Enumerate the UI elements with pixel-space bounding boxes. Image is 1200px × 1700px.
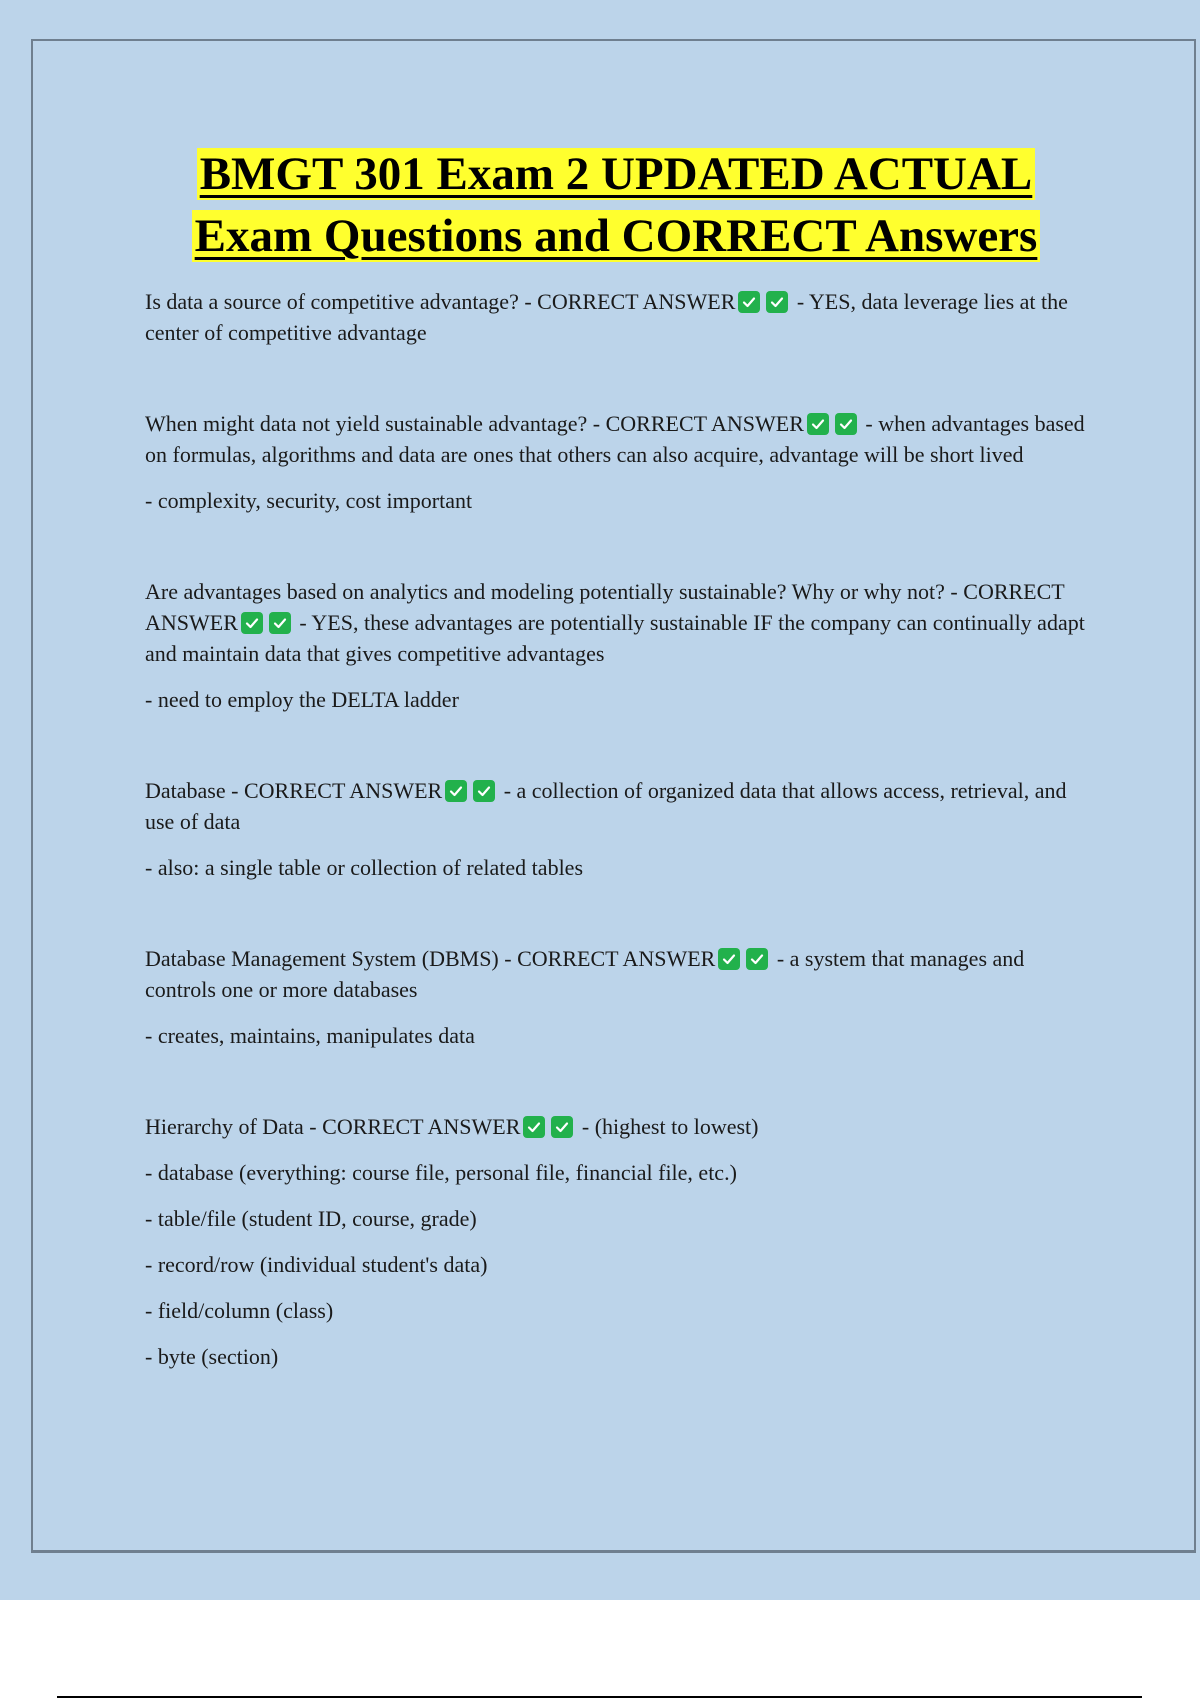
answer-note: - field/column (class) xyxy=(145,1298,334,1323)
green-checkmark-icon xyxy=(746,948,768,970)
document-title xyxy=(60,143,1172,267)
answer-marker: CORRECT ANSWER xyxy=(145,579,1065,635)
qa-paragraph xyxy=(145,943,1095,1005)
qa-paragraph xyxy=(145,775,1095,837)
qa-paragraph xyxy=(145,408,1095,470)
question-text: Database Management System (DBMS) - xyxy=(145,946,518,971)
answer-marker: CORRECT ANSWER xyxy=(322,1114,521,1139)
green-checkmark-icon xyxy=(445,780,467,802)
qa-list xyxy=(145,286,1095,1432)
green-checkmark-icon xyxy=(551,1116,573,1138)
answer-marker: CORRECT ANSWER xyxy=(243,778,443,803)
qa-item xyxy=(145,1111,1095,1372)
answer-note: - creates, maintains, manipulates data xyxy=(145,1023,475,1048)
answer-text: - when advantages based on formulas, algorithms and data are ones that others can also acquire, advantage will be short lived xyxy=(145,411,1085,467)
question-text: Is data a source of competitive advantage? - xyxy=(145,289,538,314)
qa-item xyxy=(145,286,1095,348)
green-checkmark-icon xyxy=(738,291,760,313)
qa-paragraph xyxy=(145,1111,1095,1142)
green-checkmark-icon xyxy=(766,291,788,313)
answer-note: - need to employ the DELTA ladder xyxy=(145,687,459,712)
title-line-1: BMGT 301 Exam 2 UPDATED ACTUAL xyxy=(197,148,1036,200)
answer-text: - YES, these advantages are potentially sustainable IF the company can continually adapt and maintain data that gives competitive advantages xyxy=(145,610,1085,666)
footer-rule xyxy=(57,1696,1142,1698)
qa-paragraph xyxy=(145,286,1095,348)
qa-item xyxy=(145,408,1095,516)
green-checkmark-icon xyxy=(241,612,263,634)
answer-marker: CORRECT ANSWER xyxy=(537,289,736,314)
qa-item xyxy=(145,775,1095,883)
answer-text: - a system that manages and controls one or more databases xyxy=(145,946,1025,1002)
question-text: Are advantages based on analytics and modeling potentially sustainable? Why or why not? - xyxy=(145,579,964,604)
answer-note: - byte (section) xyxy=(145,1344,279,1369)
answer-note: - table/file (student ID, course, grade) xyxy=(145,1206,477,1231)
green-checkmark-icon xyxy=(269,612,291,634)
green-checkmark-icon xyxy=(473,780,495,802)
qa-paragraph xyxy=(145,576,1095,669)
green-checkmark-icon xyxy=(807,413,829,435)
qa-item xyxy=(145,943,1095,1051)
qa-item xyxy=(145,576,1095,715)
answer-text: - a collection of organized data that allows access, retrieval, and use of data xyxy=(145,778,1067,834)
green-checkmark-icon xyxy=(835,413,857,435)
question-text: When might data not yield sustainable advantage? - xyxy=(145,411,606,436)
green-checkmark-icon xyxy=(718,948,740,970)
answer-text: - (highest to lowest) xyxy=(576,1114,759,1139)
answer-note: - complexity, security, cost important xyxy=(145,488,473,513)
answer-note: - database (everything: course file, personal file, financial file, etc.) xyxy=(145,1160,737,1185)
green-checkmark-icon xyxy=(523,1116,545,1138)
question-text: Hierarchy of Data - xyxy=(145,1114,323,1139)
question-text: Database - xyxy=(145,778,244,803)
answer-text: - YES, data leverage lies at the center of competitive advantage xyxy=(145,289,1068,345)
answer-note: - also: a single table or collection of related tables xyxy=(145,855,584,880)
answer-marker: CORRECT ANSWER xyxy=(605,411,804,436)
answer-marker: CORRECT ANSWER xyxy=(517,946,716,971)
title-line-2: Exam Questions and CORRECT Answers xyxy=(192,210,1041,262)
answer-note: - record/row (individual student's data) xyxy=(145,1252,488,1277)
